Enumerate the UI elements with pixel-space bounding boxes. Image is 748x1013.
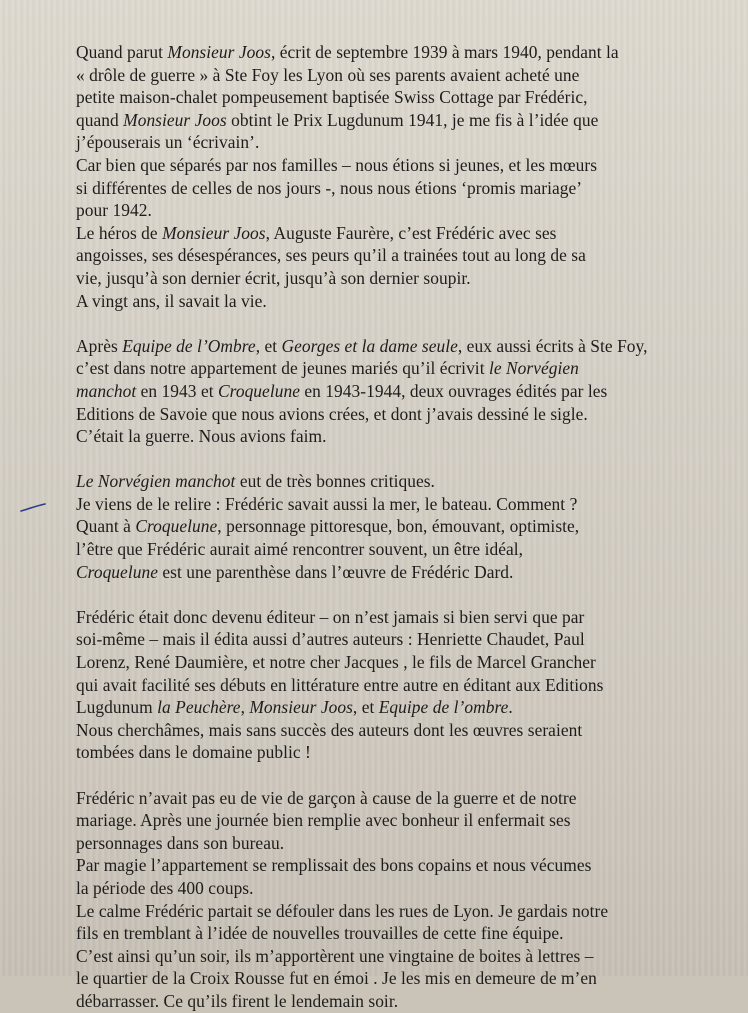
text-run: l’être que Frédéric aurait aimé rencontrer souvent, un être idéal, [76,539,524,560]
text-run: soi-même – mais il édita aussi d’autres auteurs : Henriette Chaudet, Paul [76,629,585,650]
text-line [76,403,696,426]
text-line [76,380,696,403]
text-run: personnages dans son bureau. [76,832,285,853]
text-run: j’épouserais un ‘écrivain’. [76,132,260,153]
text-line [76,967,696,990]
paragraph [76,335,696,448]
text-run: , Auguste Faurère, c’est Frédéric avec ses [265,222,557,243]
text-line [76,538,696,561]
text-run: qui avait facilité ses débuts en littérature entre autre en éditant aux Editions [76,674,604,695]
text-run: C’est ainsi qu’un soir, ils m’apportèrent une vingtaine de boites à lettres – [76,945,594,966]
text-run: Nous cherchâmes, mais sans succès des auteurs dont les œuvres seraient [76,719,583,740]
text-line [76,628,696,651]
text-run: la période des 400 coups. [76,877,254,898]
italic-title: Croquelune [218,380,300,401]
italic-title: le Norvégien [488,358,579,379]
text-line [76,335,696,358]
italic-title: Croquelune [76,561,158,582]
text-run: Le héros de [76,222,163,243]
text-run: petite maison-chalet pompeusement baptisée Swiss Cottage par Frédéric, [76,87,588,108]
text-line [76,515,696,538]
text-run: Quant à [76,516,136,537]
text-run: , [240,697,250,718]
text-run: tombées dans le domaine public ! [76,742,311,763]
text-line [76,290,696,313]
text-run: . [508,697,513,718]
text-line [76,244,696,267]
text-run: Frédéric n’avait pas eu de vie de garçon à cause de la guerre et de notre [76,787,577,808]
text-line [76,64,696,87]
text-line [76,357,696,380]
text-run: obtint le Prix Lugdunum 1941, je me fis à l’idée que [226,109,599,130]
text-line [76,832,696,855]
text-run: Le calme Frédéric partait se défouler dans les rues de Lyon. Je gardais notre [76,900,609,921]
text-run: vie, jusqu’à son dernier écrit, jusqu’à son dernier soupir. [76,267,471,288]
text-run: Lugdunum [76,697,158,718]
italic-title: Monsieur Joos [249,697,353,718]
italic-title: Le Norvégien manchot [76,471,236,492]
text-run: « drôle de guerre » à Ste Foy les Lyon où ses parents avaient acheté une [76,64,580,85]
italic-title: Equipe de l’ombre [378,697,509,718]
text-line [76,651,696,674]
paragraph [76,41,696,312]
text-line [76,470,696,493]
italic-title: Monsieur Joos [123,109,227,130]
text-run: Editions de Savoie que nous avions crées, et dont j’avais dessiné le sigle. [76,403,588,424]
italic-title: Equipe de l’Ombre [122,335,256,356]
pen-mark-icon [20,502,46,514]
text-run: est une parenthèse dans l’œuvre de Frédéric Dard. [157,561,514,582]
text-run: , et [255,335,282,356]
text-run: quand [76,109,124,130]
text-run: en 1943 et [136,380,218,401]
text-run: Après [76,335,123,356]
italic-title: Monsieur Joos [162,222,266,243]
paragraph-gap [76,583,696,606]
text-line [76,809,696,832]
text-line [76,945,696,968]
text-run: A vingt ans, il savait la vie. [76,290,267,311]
text-line [76,719,696,742]
italic-title: manchot [76,380,137,401]
text-line [76,561,696,584]
italic-title: Georges et la dame seule [281,335,458,356]
text-run: , eux aussi écrits à Ste Foy, [457,335,648,356]
text-run: Par magie l’appartement se remplissait des bons copains et nous vécumes [76,855,592,876]
text-run: Lorenz, René Daumière, et notre cher Jacques , le fils de Marcel Grancher [76,652,596,673]
text-line [76,787,696,810]
text-run: débarrasser. Ce qu’ils firent le lendemain soir. [76,990,399,1011]
paragraph [76,787,696,1013]
text-run: C’était la guerre. Nous avions faim. [76,426,327,447]
text-line [76,425,696,448]
text-line [76,109,696,132]
text-line [76,41,696,64]
paragraph-gap [76,312,696,335]
text-line [76,177,696,200]
text-line [76,222,696,245]
text-line [76,922,696,945]
italic-title: la Peuchère [157,697,241,718]
text-run: eut de très bonnes critiques. [235,471,435,492]
text-line [76,86,696,109]
text-line [76,854,696,877]
text-run: Frédéric était donc devenu éditeur – on n’est jamais si bien servi que par [76,606,585,627]
text-run: angoisses, ses désespérances, ses peurs qu’il a trainées tout au long de sa [76,245,586,266]
text-line [76,990,696,1013]
text-run: pour 1942. [76,200,152,221]
paragraph-gap [76,764,696,787]
text-run: Je viens de le relire : Frédéric savait aussi la mer, le bateau. Comment ? [76,493,578,514]
text-run: si différentes de celles de nos jours -, nous nous étions ‘promis mariage’ [76,177,583,198]
paragraph-gap [76,448,696,471]
text-run: Car bien que séparés par nos familles – nous étions si jeunes, et les mœurs [76,154,598,175]
text-run: fils en tremblant à l’idée de nouvelles trouvailles de cette fine équipe. [76,923,564,944]
text-line [76,493,696,516]
text-line [76,696,696,719]
text-run: le quartier de la Croix Rousse fut en émoi . Je les mis en demeure de m’en [76,968,597,989]
text-line [76,741,696,764]
text-run: , et [352,697,379,718]
document-body [76,41,696,1013]
text-line [76,131,696,154]
paragraph [76,606,696,764]
text-line [76,199,696,222]
text-run: , personnage pittoresque, bon, émouvant, optimiste, [217,516,580,537]
italic-title: Croquelune [135,516,218,537]
text-run: en 1943-1944, deux ouvrages édités par les [299,380,608,401]
text-line [76,606,696,629]
text-run: Quand parut [76,42,168,62]
text-line [76,154,696,177]
italic-title: Monsieur Joos [167,42,271,62]
paragraph [76,470,696,583]
text-line [76,877,696,900]
text-run: , écrit de septembre 1939 à mars 1940, pendant la [270,42,619,62]
text-run: mariage. Après une journée bien remplie avec bonheur il enfermait ses [76,810,571,831]
text-line [76,674,696,697]
text-line [76,900,696,923]
text-line [76,267,696,290]
text-run: c’est dans notre appartement de jeunes mariés qu’il écrivit [76,358,489,379]
